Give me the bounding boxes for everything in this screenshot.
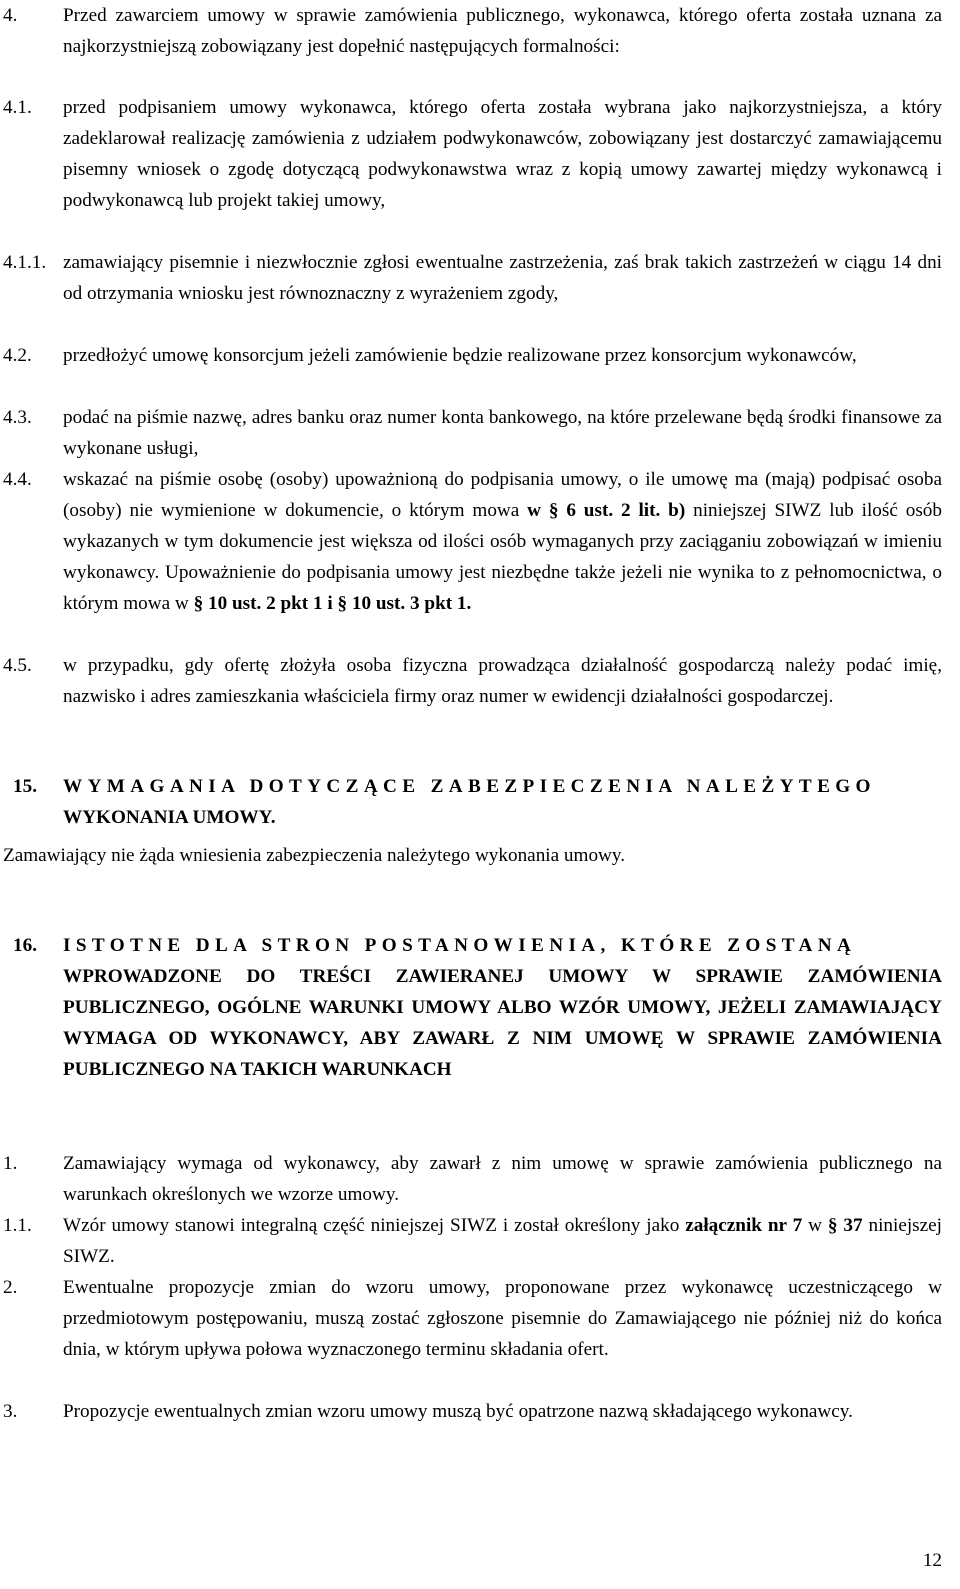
list-item-4-1 <box>3 92 942 216</box>
list-item-2 <box>3 1272 942 1365</box>
item-number: 4.3. <box>3 407 32 428</box>
section-number: 15. <box>13 776 37 797</box>
item-number: 4.5. <box>3 655 32 676</box>
item-number: 1.1. <box>3 1215 32 1236</box>
section-title-continued: WPROWADZONE DO TREŚCI ZAWIERANEJ UMOWY W SPRAWIE ZAMÓWIENIA PUBLICZNEGO, OGÓLNE WARUNKI UMOWY ALBO WZÓR UMOWY, JEŻELI ZAMAWIAJĄCY WYMAGA OD WYKONAWCY, ABY ZAWARŁ Z NIM UMOWĘ W SPRAWIE ZAMÓWIENIA PUBLICZNEGO NA TAKICH WARUNKACH <box>63 966 942 1080</box>
item-text: przed podpisaniem umowy wykonawca, którego oferta została wybrana jako najkorzystniejsza, a który zadeklarował realizację zamówienia z udziałem podwykonawców, zobowiązany jest dostarczyć zamawiającemu pisemny wniosek o zgodę dotyczącą podwykonawstwa wraz z kopią umowy zawartej między wykonawcą i podwykonawcą lub projekt takiej umowy, <box>63 97 942 211</box>
list-item-3 <box>3 1396 942 1427</box>
item-number: 4. <box>3 5 18 26</box>
section-title: WYMAGANIA DOTYCZĄCE ZABEZPIECZENIA NALEŻYTEGO <box>63 776 876 797</box>
item-text: Ewentualne propozycje zmian do wzoru umowy, proponowane przez wykonawcę uczestniczącego w przedmiotowym postępowaniu, muszą zostać zgłoszone pisemnie do Zamawiającego nie później niż do końca dnia, w którym upływa połowa wyznaczonego terminu składania ofert. <box>63 1277 942 1360</box>
item-text-part: wskazać na piśmie osobę (osoby) upoważnioną do podpisania umowy, o ile umowę ma (mają) podpisać osoba (osoby) nie wymienione w dokumencie, o którym mowa <box>63 469 942 521</box>
item-number: 1. <box>3 1153 18 1174</box>
item-text: przedłożyć umowę konsorcjum jeżeli zamówienie będzie realizowane przez konsorcjum wykonawców, <box>63 345 857 366</box>
item-text: Zamawiający wymaga od wykonawcy, aby zawarł z nim umowę w sprawie zamówienia publicznego na warunkach określonych we wzorze umowy. <box>63 1153 942 1205</box>
item-number: 2. <box>3 1277 18 1298</box>
section-number: 16. <box>13 935 37 956</box>
legal-reference: w § 6 ust. 2 lit. b) <box>527 500 686 521</box>
list-item-4-3 <box>3 402 942 464</box>
list-item-4-2 <box>3 340 942 371</box>
list-item-4 <box>3 0 942 62</box>
item-text: Przed zawarciem umowy w sprawie zamówienia publicznego, wykonawca, którego oferta została uznana za najkorzystniejszą zobowiązany jest dopełnić następujących formalności: <box>63 5 942 57</box>
list-item-4-1-1 <box>3 247 942 309</box>
list-item-4-4 <box>3 464 942 619</box>
item-text: zamawiający pisemnie i niezwłocznie zgłosi ewentualne zastrzeżenia, zaś brak takich zastrzeżeń w ciągu 14 dni od otrzymania wniosku jest równoznaczny z wyrażeniem zgody, <box>63 252 942 304</box>
section-15-text: Zamawiający nie żąda wniesienia zabezpieczenia należytego wykonania umowy. <box>3 845 626 866</box>
item-number: 4.4. <box>3 469 32 490</box>
section-title-continued: WYKONANIA UMOWY. <box>63 807 276 828</box>
item-text-part: w <box>802 1215 828 1236</box>
item-text <box>63 1210 942 1272</box>
attachment-reference: załącznik nr 7 <box>685 1215 803 1236</box>
item-number: 3. <box>3 1401 18 1422</box>
page-number: 12 <box>922 1550 942 1571</box>
paragraph-reference: § 37 <box>827 1215 863 1236</box>
item-text: w przypadku, gdy ofertę złożyła osoba fizyczna prowadząca działalność gospodarczą należy podać imię, nazwisko i adres zamieszkania właściciela firmy oraz numer w ewidencji działalności gospodarczej. <box>63 655 942 707</box>
item-text: podać na piśmie nazwę, adres banku oraz numer konta bankowego, na które przelewane będą środki finansowe za wykonane usługi, <box>63 407 942 459</box>
list-item-1 <box>3 1148 942 1210</box>
item-text <box>63 464 942 619</box>
section-15-heading <box>3 771 942 833</box>
item-text-part: Wzór umowy stanowi integralną część niniejszej SIWZ i został określony jako <box>63 1215 686 1236</box>
item-number: 4.2. <box>3 345 32 366</box>
item-number: 4.1. <box>3 97 32 118</box>
item-text-part: niniejszej SIWZ. <box>63 1215 943 1267</box>
section-title: ISTOTNE DLA STRON POSTANOWIENIA, KTÓRE ZOSTANĄ <box>63 935 857 956</box>
legal-reference: § 10 ust. 2 pkt 1 i § 10 ust. 3 pkt 1. <box>193 593 472 614</box>
item-number: 4.1.1. <box>3 252 47 273</box>
list-item-4-5 <box>3 650 942 712</box>
item-text-part: niniejszej SIWZ lub ilość osób wykazanych w tym dokumencie jest większa od ilości osób wymaganych przy zaciąganiu zobowiązań w imieniu wykonawcy. Upoważnienie do podpisania umowy jest niezbędne także jeżeli nie wynika to z pełnomocnictwa, o którym mowa w <box>63 500 942 614</box>
section-16-heading <box>3 930 942 1085</box>
list-item-1-1 <box>3 1210 942 1272</box>
item-text: Propozycje ewentualnych zmian wzoru umowy muszą być opatrzone nazwą składającego wykonawcy. <box>63 1401 853 1422</box>
